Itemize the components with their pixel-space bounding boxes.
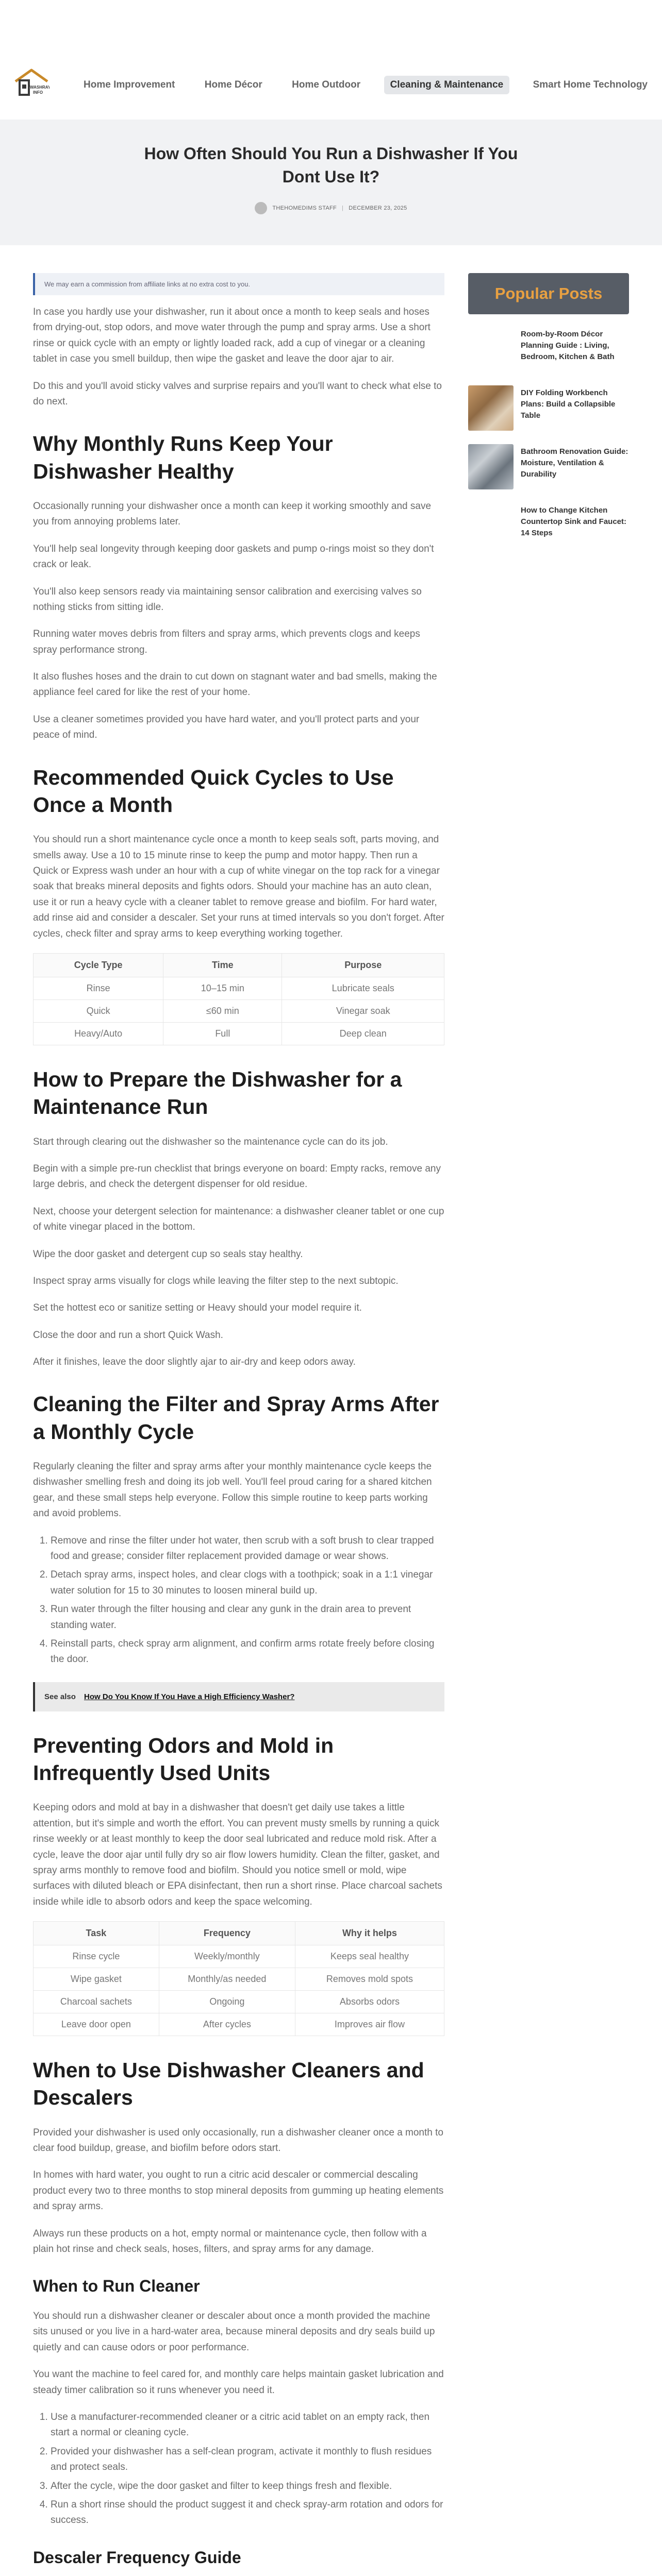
main-nav [77,77,654,93]
table-row [34,1945,444,1968]
cleaner-steps-list [33,2410,444,2529]
popular-post-item[interactable] [468,327,629,372]
popular-post-item[interactable] [468,444,629,489]
table-header-cell: Frequency [159,1922,295,1945]
paragraph: You want the machine to feel cared for, and monthly care helps maintain gasket lubrication and steady timer calibration so it runs whenever you need it. [33,2369,444,2396]
paragraph: Use a cleaner sometimes provided you have hard water, and you'll protect parts and your peace of mind. [33,714,420,741]
table-header-cell: Purpose [282,953,444,977]
table-row [34,977,444,999]
paragraph: Set the hottest eco or sanitize setting or Heavy should your model require it. [33,1302,362,1314]
nav-item[interactable]: Cleaning & Maintenance [384,76,510,94]
nav-item[interactable]: Home Improvement [84,79,175,90]
post-author[interactable]: THEHOMEDIMS STAFF [272,205,337,211]
list-item: 1. Remove and rinse the filter under hot water, then scrub with a soft brush to clear trapped food and grease; consider filter replacement provided damage or wear shows. [51,1533,444,1565]
section-heading: Why Monthly Runs Keep Your Dishwasher Healthy [33,432,333,483]
nav-item[interactable]: Home Outdoor [292,79,361,90]
table-header-cell: Time [163,953,282,977]
see-also-label: See also [44,1692,76,1701]
paragraph: After it finishes, leave the door slightly ajar to air-dry and keep odors away. [33,1357,356,1368]
popular-post-thumbnail[interactable] [468,503,514,548]
table-cell: Leave door open [34,2013,159,2036]
popular-post-title[interactable]: DIY Folding Workbench Plans: Build a Collapsible Table [521,388,616,420]
meta-separator: | [342,205,344,211]
list-item: 2. Provided your dishwasher has a self-clean program, activate it monthly to flush residues and protect seals. [51,2444,444,2476]
house-logo-icon [13,68,49,98]
author-avatar [255,202,267,214]
popular-posts-title: Popular Posts [468,273,629,314]
paragraph: Provided your dishwasher is used only occasionally, run a dishwasher cleaner once a month to clear food buildup, grease, and biofilm before odors start. [33,2127,443,2154]
popular-post-thumbnail[interactable] [468,444,514,489]
section2-paragraph: You should run a short maintenance cycle once a month to keep seals soft, parts moving, and smells away. Use a 10 to 15 minute rinse to keep the pump and motor happy. Then run a Quick or Express wash under an hour with a cup of white vinegar on the top rack for a vinegar soak that breaks mineral deposits and fights odors. Should your machine has an auto clean, use it or run a heavy cycle with a cleaner tablet to remove grease and biofilm. For hard water, add rinse aid and consider a descaler. Set your runs at timed intervals so you don't forget. After cycles, check filter and spray arms to keep everything working together. [33,834,444,939]
filter-steps-list [33,1533,444,1668]
table-cell: Monthly/as needed [159,1968,295,1991]
subsection-heading: When to Run Cleaner [33,2277,200,2296]
list-item: 4. Run a short rinse should the product suggest it and check spray-arm rotation and odors for success. [51,2497,444,2529]
popular-post-title[interactable]: How to Change Kitchen Countertop Sink and Faucet: 14 Steps [521,506,627,537]
paragraph: It also flushes hoses and the drain to cut down on stagnant water and bad smells, making the appliance feel cared for like the rest of your home. [33,671,437,698]
paragraph: You should run a dishwasher cleaner or descaler about once a month provided the machine sits unused or you live in a hard-water area, because mineral deposits and dry seals build up quietly and can cause odors or poor performance. [33,2310,435,2353]
paragraph: Inspect spray arms visually for clogs while leaving the filter step to the next subtopic. [33,1275,399,1286]
list-item: 3. After the cycle, wipe the door gasket and filter to keep things fresh and flexible. [51,2479,444,2494]
popular-posts-list [468,327,629,548]
popular-post-item[interactable] [468,385,629,431]
site-header [0,0,662,95]
list-item: 3. Run water through the filter housing and clear any gunk in the drain area to prevent standing water. [51,1602,444,1633]
paragraph: You'll also keep sensors ready via maintaining sensor calibration and exercising valves so nothing sticks from sitting idle. [33,586,422,613]
table-cell: 10–15 min [163,977,282,999]
table-cell: ≤60 min [163,999,282,1022]
section7-body [33,2309,444,2398]
post-date: DECEMBER 23, 2025 [349,205,407,211]
page-title: How Often Should You Run a Dishwasher If You Dont Use It? [144,144,518,187]
table-cell: Wipe gasket [34,1968,159,1991]
table-row [34,999,444,1022]
table-cell: Removes mold spots [295,1968,444,1991]
nav-item[interactable]: Home Décor [204,79,262,90]
paragraph: Begin with a simple pre-run checklist that brings everyone on board: Empty racks, remove any large debris, and check the detergent dispenser for old residue. [33,1163,441,1190]
table-cell: Ongoing [159,1991,295,2013]
popular-post-item[interactable] [468,503,629,548]
table-cell: Rinse [34,977,163,999]
popular-post-thumbnail[interactable] [468,385,514,431]
logo-line1: WASHRAY [30,85,49,90]
paragraph: Close the door and run a short Quick Wash. [33,1329,223,1341]
intro-paragraph: In case you hardly use your dishwasher, run it about once a month to keep seals and hoses from drying-out, stop odors, and move water through the pump and spray arms. Use a short rinse or quick cycle with an empty or lightly loaded rack, add a cup of vinegar or a cleaning tablet in case you smell buildup, then wipe the gasket and leave the door ajar to air. [33,307,431,365]
paragraph: Running water moves debris from filters and spray arms, which prevents clogs and keeps spray performance strong. [33,629,420,655]
table-cell: Vinegar soak [282,999,444,1022]
table-cell: Weekly/monthly [159,1945,295,1968]
paragraph: Start through clearing out the dishwasher so the maintenance cycle can do its job. [33,1136,388,1147]
paragraph: Always run these products on a hot, empty normal or maintenance cycle, then follow with a plain hot rinse and check seals, hoses, filters, and spray arms for any damage. [33,2228,427,2255]
section4-paragraph: Regularly cleaning the filter and spray arms after your monthly maintenance cycle keeps the dishwasher smelling fresh and doing its job well. You'll feel proud caring for a shared kitchen gear, and these small steps help everyone. Follow this simple routine to keep parts working and avoid problems. [33,1461,432,1519]
table-cell: Quick [34,999,163,1022]
table-row [34,1991,444,2013]
paragraph: Occasionally running your dishwasher once a month can keep it working smoothly and save you from annoying problems later. [33,500,432,528]
table-cell: Absorbs odors [295,1991,444,2013]
affiliate-disclaimer: We may earn a commission from affiliate links at no extra cost to you. [33,273,444,295]
cycle-table [33,953,444,1045]
sidebar [468,273,629,562]
list-item: 4. Reinstall parts, check spray arm alignment, and confirm arms rotate freely before closing the door. [51,1636,444,1668]
logo-line2: INFO [33,90,43,95]
paragraph: You'll help seal longevity through keeping door gaskets and pump o-rings moist so they don't crack or leak. [33,543,434,570]
see-also-link[interactable]: How Do You Know If You Have a High Efficiency Washer? [84,1692,295,1701]
post-meta [0,202,662,214]
subsection-heading: Descaler Frequency Guide [33,2548,241,2567]
section6-body [33,2125,444,2258]
odor-task-table [33,1921,444,2036]
section-heading: How to Prepare the Dishwasher for a Maintenance Run [33,1067,402,1119]
see-also-box [33,1682,444,1711]
table-cell: Rinse cycle [34,1945,159,1968]
intro-paragraph: Do this and you'll avoid sticky valves and surprise repairs and you'll want to check what else to do next. [33,380,442,407]
nav-item[interactable]: Smart Home Technology [533,79,648,90]
table-header-cell: Task [34,1922,159,1945]
section-heading: Recommended Quick Cycles to Use Once a Month [33,765,394,817]
table-cell: Improves air flow [295,2013,444,2036]
list-item: 1. Use a manufacturer-recommended cleaner or a citric acid tablet on an empty rack, then start a normal or cleaning cycle. [51,2410,444,2441]
table-cell: Lubricate seals [282,977,444,999]
popular-post-title[interactable]: Bathroom Renovation Guide: Moisture, Ventilation & Durability [521,447,628,479]
table-header-cell: Why it helps [295,1922,444,1945]
paragraph: Next, choose your detergent selection for maintenance: a dishwasher cleaner tablet or one cup of white vinegar placed in the bottom. [33,1206,444,1233]
section-heading: When to Use Dishwasher Cleaners and Descalers [33,2058,424,2110]
popular-post-thumbnail[interactable] [468,327,514,372]
table-cell: Keeps seal healthy [295,1945,444,1968]
table-row [34,2013,444,2036]
table-header-row [34,1922,444,1945]
section-heading: Cleaning the Filter and Spray Arms After a Monthly Cycle [33,1392,439,1444]
table-cell: Full [163,1022,282,1045]
table-row [34,1968,444,1991]
paragraph: In homes with hard water, you ought to run a citric acid descaler or commercial descaling product every two to three months to stop mineral deposits from gumming up heating elements and spray arms. [33,2170,444,2212]
table-cell: Heavy/Auto [34,1022,163,1045]
paragraph: Wipe the door gasket and detergent cup so seals stay healthy. [33,1248,303,1260]
table-header-cell: Cycle Type [34,953,163,977]
article-body [33,273,444,2576]
table-cell: Charcoal sachets [34,1991,159,2013]
table-cell: After cycles [159,2013,295,2036]
section3-body [33,1134,444,1370]
list-item: 2. Detach spray arms, inspect holes, and clear clogs with a toothpick; soak in a 1:1 vinegar water solution for 15 to 30 minutes to loosen mineral build up. [51,1567,444,1599]
popular-post-title[interactable]: Room-by-Room Décor Planning Guide : Living, Bedroom, Kitchen & Bath [521,330,615,361]
section1-body [33,499,444,743]
section5-paragraph: Keeping odors and mold at bay in a dishwasher that doesn't get daily use takes a little attention, but it's simple and worth the effort. You can prevent musty smells by running a quick rinse weekly or at least monthly to keep the door seal lubricated and reduce mold risk. After a cycle, leave the door ajar until fully dry so air flow lowers humidity. Clean the filter, gasket, and spray arms monthly to remove food and biofilm. Should you notice smell or mold, wipe surfaces with diluted bleach or EPA disinfectant, then run a short rinse. Place charcoal sachets inside while idle to absorb odors and keep the space welcoming. [33,1802,442,1907]
table-header-row [34,953,444,977]
site-logo[interactable] [13,68,49,98]
section-heading: Preventing Odors and Mold in Infrequently Used Units [33,1733,334,1785]
table-cell: Deep clean [282,1022,444,1045]
table-row [34,1022,444,1045]
